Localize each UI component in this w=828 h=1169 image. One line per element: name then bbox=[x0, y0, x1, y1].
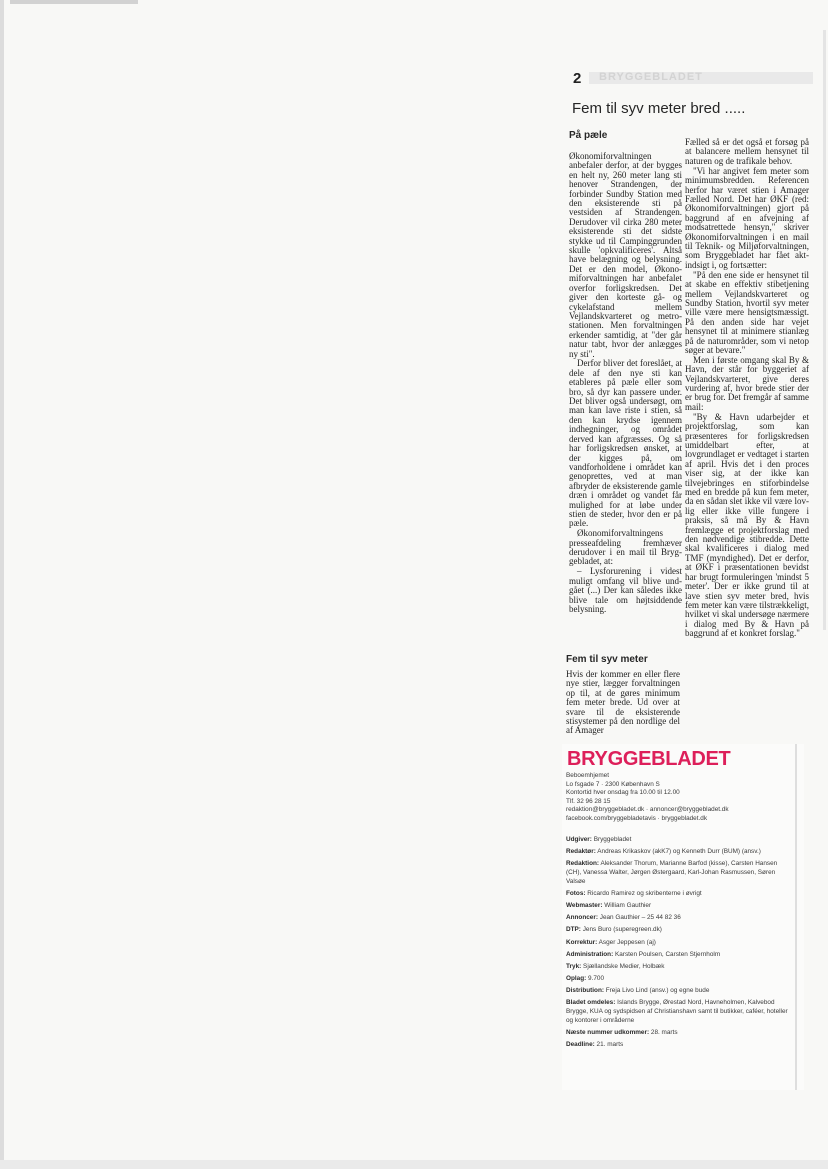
colophon-entry-label: Redaktør: bbox=[566, 848, 596, 856]
colophon-entry-text: Ricardo Ramirez og skribenterne i øvrigt bbox=[585, 889, 702, 897]
colophon-entry bbox=[566, 926, 792, 935]
colophon-address bbox=[566, 772, 792, 824]
colophon-rule bbox=[795, 744, 797, 1090]
article-paragraph: "På den ene side er hensynet til at skabe en effektiv stibetjening mellem Vejlandskvarteret og Sundby Station, hvortil syv meter ville være mere hensigtsmæssigt. På den anden side har vejet hensynet til at minimere stianlæg på de naturområder, som vi netop søger at bevare." bbox=[685, 269, 809, 355]
colophon-entry bbox=[566, 1029, 792, 1038]
colophon-entry bbox=[566, 860, 792, 886]
colophon-entry-text: Freja Livo Lind (ansv.) og egne bude bbox=[603, 987, 710, 995]
article-paragraph: Økonomiforvaltningen anbefaler derfor, at der bygges en helt ny, 260 meter lang sti henover Strandengen, der forbinder Sundby Station med den eksisterende sti på vestsiden af Strandengen. Derudover vil cirka 280 meter eksisterende sti det sidste stykke ud til Campinggrunden skulle 'opkvalificeres'. Altså have belægning og belysning. Det er den model, Økonomiforvaltningen har anbefalet overfor forligskredsen. Det giver den korteste gå- og cykelafstand mellem Vejlandskvarteret og metrostationen. Men forvaltningen erkender samtidig, at "der går natur tabt, hvor der anlægges ny sti". bbox=[569, 151, 682, 359]
scan-left-edge bbox=[0, 0, 4, 1169]
colophon-entry-text: 28. marts bbox=[649, 1028, 678, 1036]
colophon-entry-label: Annoncer: bbox=[566, 914, 598, 922]
article-paragraph: Derfor bliver det foreslået, at dele af den nye sti kan etableres på pæle eller som bro, så dyr kan passere under. Det bliver også undersøgt, om man kan lave riste i stien, så den kan krydse igennem indhegninger, og området derved kan afgræsses. Og så har forligskredsen ønsket, at der kigges på, om vandforholdene i området kan genoprettes, ved at man afbryder de eksisterende gamle dræn i området og vandet får mulighed for at løbe under stien de steder, hvor den er på pæle. bbox=[569, 358, 682, 529]
article-paragraph: – Lysforurening i videst muligt omfang vil blive undgået (...) Der kan således ikke blive tale om højtsiddende belysning. bbox=[569, 566, 682, 614]
article-column-right bbox=[685, 138, 809, 639]
colophon-address-line: Kontortid hver onsdag fra 10.00 til 12.00 bbox=[566, 789, 680, 797]
colophon-entry-text: Islands Brygge, Ørestad Nord, Havneholmen, Kalvebod Brygge, KUA og sydspidsen af Christianshavn samt til butikker, caféer, hoteller og kontorer i områderne bbox=[566, 999, 788, 1024]
colophon-entry-text: Bryggebladet bbox=[591, 836, 632, 843]
colophon-entry-label: Bladet omdeles: bbox=[566, 999, 616, 1007]
colophon-entry-label: Oplag: bbox=[566, 975, 587, 983]
colophon-address-line: redaktion@bryggebladet.dk · annoncer@bryggebladet.dk bbox=[566, 806, 729, 814]
colophon-entry-text: Sjællandske Medier, Holbæk bbox=[581, 962, 665, 970]
article-paragraph: Fælled så er det også et forsøg på at balancere mellem hensynet til naturen og de trafikale behov. bbox=[685, 137, 809, 166]
colophon-address-line: Beboemhjemet bbox=[566, 772, 609, 779]
article-column-left-continued bbox=[566, 670, 680, 736]
colophon-entry-label: Deadline: bbox=[566, 1041, 595, 1048]
article-paragraph: Hvis der kommer en eller flere nye stier, lægger forvaltningen op til, at de gøres minimum fem meter brede. Ud over at svare til de eksisterende stisystemer på den nordlige del af Amager bbox=[566, 669, 680, 736]
colophon-entry-label: Udgiver: bbox=[566, 836, 592, 843]
colophon-entry-label: Korrektur: bbox=[566, 938, 598, 946]
colophon-entry-text: Aleksander Thorum, Marianne Barfod (kisse), Carsten Hansen (CH), Vanessa Walter, Jørgen Østergaard, Karl-Johan Rasmussen, Søren Valsøe bbox=[566, 860, 778, 885]
colophon-entry bbox=[566, 963, 792, 972]
subheading-fem-til-syv: Fem til syv meter bbox=[566, 654, 648, 665]
header-brand: BRYGGEBLADET bbox=[599, 71, 703, 83]
article-paragraph: Men i første omgang skal By & Havn, der står for byggeriet af Vejlandskvarteret, give deres vurdering af, hvor brede stier der er brug for. Det fremgår af samme mail: bbox=[685, 354, 809, 412]
colophon-entry-label: DTP: bbox=[566, 926, 581, 934]
article-paragraph: "Vi har angivet fem meter som minimumsbredden. Referencen herfor har været stien i Amager Fælled Nord. Det har ØKF (red: Økonomiforvaltningen) gjort på baggrund af en afvejning af modsatrettede hensyn," skriver Økonomiforvaltningen i en mail til Teknik- og Miljøforvaltningen, som Bryggebladet har fået aktindsigt i, og fortsætter: bbox=[685, 165, 809, 270]
colophon-entry-label: Distribution: bbox=[566, 987, 604, 995]
colophon-address-line: facebook.com/bryggebladetavis · bryggebladet.dk bbox=[566, 814, 708, 822]
colophon-entry-text: Jean Gauthier – 25 44 82 36 bbox=[597, 914, 681, 922]
colophon-entry-label: Administration: bbox=[566, 950, 614, 958]
subheading-pa-paele: På pæle bbox=[569, 130, 608, 141]
article-paragraph: Økonomiforvaltningens presseafdeling fremhæver derudover i en mail til Bryggebladet, at: bbox=[569, 528, 682, 567]
colophon-entry-text: Andreas Krikaskov (akK7) og Kenneth Durr (BUM) (ansv.) bbox=[595, 848, 761, 856]
colophon-entry-text: Karsten Poulsen, Carsten Stjernholm bbox=[613, 950, 721, 958]
page-number: 2 bbox=[573, 70, 582, 87]
colophon-brand: BRYGGEBLADET bbox=[567, 748, 731, 770]
colophon-entry bbox=[566, 987, 792, 996]
colophon-entry-text: 21. marts bbox=[594, 1041, 624, 1048]
colophon-entry-text: Jens Buro (superegreen.dk) bbox=[580, 926, 662, 934]
colophon-entry-label: Tryk: bbox=[566, 962, 582, 970]
colophon-entry bbox=[566, 999, 792, 1025]
colophon-entry-label: Redaktion: bbox=[566, 860, 600, 868]
colophon-entry-text: Asger Jeppesen (aj) bbox=[597, 938, 656, 946]
colophon-entry-text: 9.700 bbox=[586, 975, 605, 983]
colophon-entry-label: Webmaster: bbox=[566, 901, 603, 909]
colophon-entry-label: Fotos: bbox=[566, 889, 586, 897]
article-column-left bbox=[569, 152, 682, 615]
colophon-entries bbox=[566, 836, 792, 1053]
colophon-entry bbox=[566, 836, 792, 845]
colophon-entry-label: Næste nummer udkommer: bbox=[566, 1028, 650, 1036]
colophon-entry bbox=[566, 914, 792, 923]
colophon-address-line: Lo fsgade 7 · 2300 København S bbox=[566, 780, 660, 788]
colophon-entry bbox=[566, 902, 792, 911]
colophon-entry bbox=[566, 890, 792, 899]
scan-bottom-edge bbox=[0, 1160, 828, 1169]
scan-top-edge bbox=[10, 0, 138, 4]
colophon-entry bbox=[566, 951, 792, 960]
colophon-entry bbox=[566, 848, 792, 857]
colophon-entry bbox=[566, 975, 792, 984]
colophon-address-line: Tlf. 32 96 28 15 bbox=[566, 797, 611, 805]
colophon-entry bbox=[566, 939, 792, 948]
article-headline: Fem til syv meter bred ..... bbox=[572, 100, 746, 117]
colophon-entry bbox=[566, 1041, 792, 1050]
page-header bbox=[573, 70, 813, 86]
page-fold bbox=[823, 30, 826, 630]
colophon-entry-text: William Gauthier bbox=[602, 901, 652, 909]
article-paragraph: "By & Havn udarbejder et projektforslag, som kan præsenteres for forligskredsen umiddelbart efter, at lovgrundlaget er vedtaget i starten af april. Hvis det i den proces viser sig, at der ikke kan tilvejebringes en stiforbindelse med en bredde på kun fem meter, da en sådan slet ikke vil være lovlig eller ikke ville fungere i praksis, så må By & Havn fremlægge et projektforslag med den nødvendige stibredde. Dette skal kvalificeres i dialog med TMF (myndighed). Det er derfor, at ØKF i præsentationen bevidst har brugt formuleringen 'mindst 5 meter'. Der er ikke grund til at lave stien syv meter bred, hvis fem meter kan være tilstrækkeligt, hvilket vi skal undersøge nærmere i dialog med By & Havn på baggrund af et konkret forslag." bbox=[685, 411, 809, 639]
